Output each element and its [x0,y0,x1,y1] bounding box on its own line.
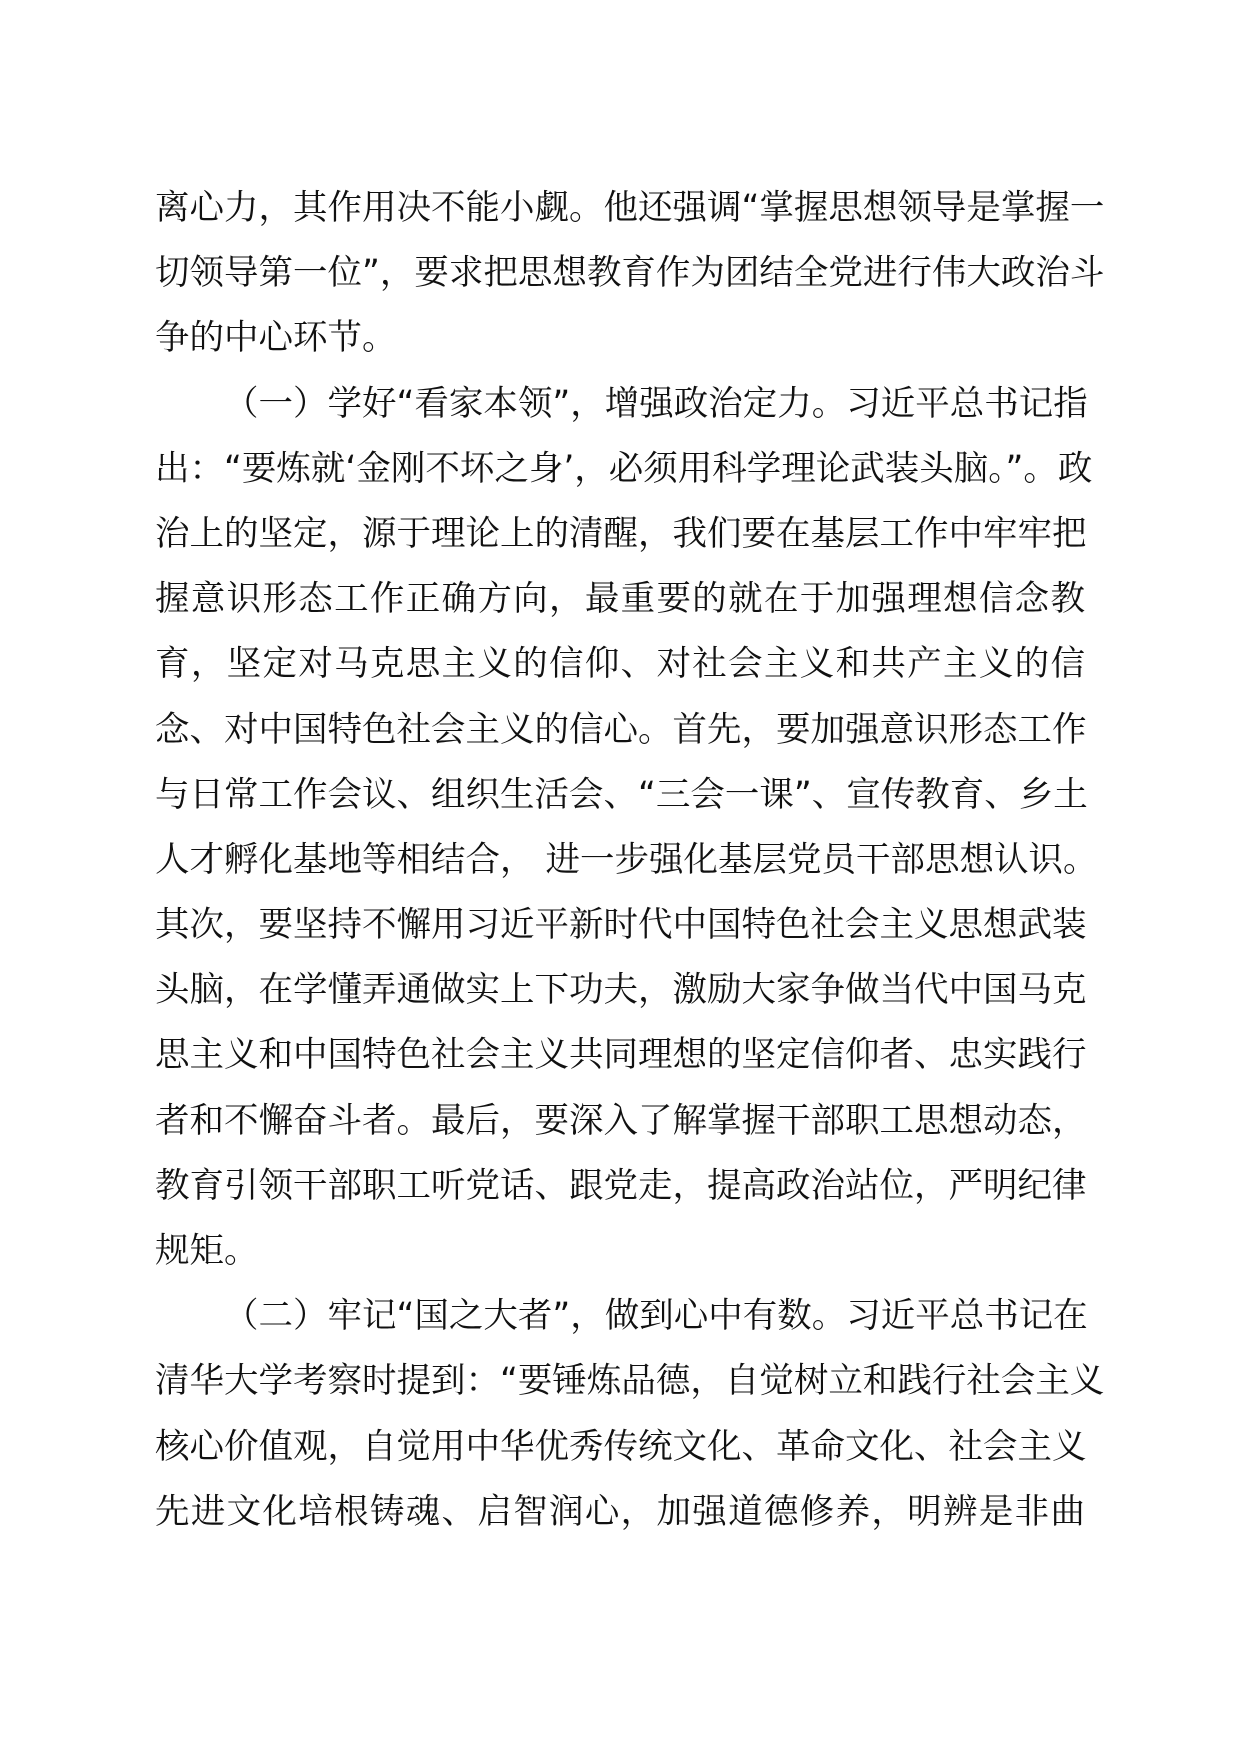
text-line: （一）学好“看家本领”，增强政治定力。习近平总书记指 [224,383,1088,424]
text-line: 教育引领干部职工听党话、跟党走，提高政治站位，严明纪律 [155,1165,1087,1206]
text-line: 治上的坚定，源于理论上的清醒，我们要在基层工作中牢牢把 [155,513,1087,554]
text-line: 头脑，在学懂弄通做实上下功夫，激励大家争做当代中国马克 [155,970,1087,1011]
text-line: 先进文化培根铸魂、启智润心，加强道德修养，明辨是非曲 [155,1491,1085,1532]
text-line: 出：“要炼就‘金刚不坏之身’，必须用科学理论武装头脑。”。政 [155,448,1093,489]
text-line: 与日常工作会议、组织生活会、“三会一课”、宣传教育、乡土 [155,774,1088,815]
text-line: 人才孵化基地等相结合， 进一步强化基层党员干部思想认识。 [155,839,1098,880]
body-text [155,176,1105,1545]
text-line: 者和不懈奋斗者。最后，要深入了解掌握干部职工思想动态， [155,1100,1087,1141]
text-line: 其次，要坚持不懈用习近平新时代中国特色社会主义思想武装 [155,905,1087,946]
text-line: 思主义和中国特色社会主义共同理想的坚定信仰者、忠实践行 [155,1035,1087,1076]
text-line: 清华大学考察时提到：“要锤炼品德，自觉树立和践行社会主义 [155,1361,1105,1402]
text-line: 切领导第一位”，要求把思想教育作为团结全党进行伟大政治斗 [155,253,1105,294]
text-line: 争的中心环节。 [155,318,397,359]
text-line: 离心力，其作用决不能小觑。他还强调“掌握思想领导是掌握一 [155,188,1105,228]
text-line: 念、对中国特色社会主义的信心。首先，要加强意识形态工作 [155,709,1087,750]
text-line: 核心价值观，自觉用中华优秀传统文化、革命文化、社会主义 [155,1426,1087,1467]
text-line: 握意识形态工作正确方向，最重要的就在于加强理想信念教 [155,579,1085,620]
text-line: （二）牢记“国之大者”，做到心中有数。习近平总书记在 [224,1296,1088,1337]
text-line: 规矩。 [155,1231,259,1271]
text-line: 育，坚定对马克思主义的信仰、对社会主义和共产主义的信 [155,644,1085,685]
